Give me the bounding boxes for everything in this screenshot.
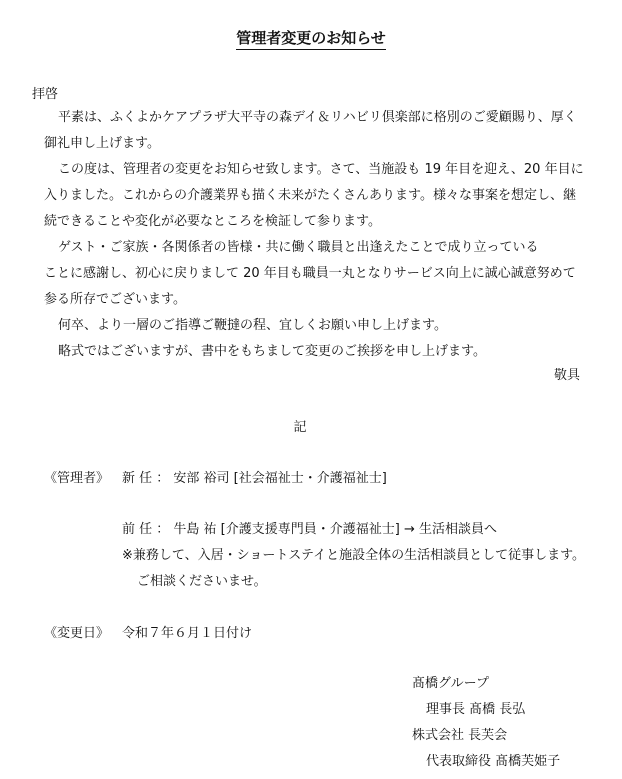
- date-label: 《変更日》: [44, 626, 110, 641]
- manager-label: 《管理者》: [44, 471, 110, 486]
- salutation: 拝啓: [32, 87, 59, 102]
- paragraph-2-line-1: この度は、管理者の変更をお知らせ致します。さて、当施設も 19 年目を迎え、20 年目に: [58, 162, 584, 177]
- paragraph-1-line-1: 平素は、ふくよかケアプラザ大平寺の森デイ＆リハビリ倶楽部に格別のご愛顧賜り、厚く: [58, 110, 577, 125]
- previous-manager-line: 前 任 ： 牛島 祐 [介護支援専門員・介護福祉士] → 生活相談員へ: [122, 522, 497, 537]
- paragraph-3-line-2: ことに感謝し、初心に戻りまして 20 年目も職員一丸となりサービス向上に誠心誠意努めて: [44, 266, 576, 281]
- date-value: 令和７年６月１日付け: [122, 626, 253, 641]
- paragraph-3-line-3: 参る所存でございます。: [44, 292, 186, 307]
- note-line-1: ※兼務して、入居・ショートステイと施設全体の生活相談員として従事します。: [122, 548, 586, 563]
- closing: 敬具: [553, 368, 580, 383]
- signature-chairman: 理事長 髙橋 長弘: [426, 702, 526, 717]
- paragraph-1-line-2: 御礼申し上げます。: [44, 136, 160, 151]
- paragraph-3-line-1: ゲスト・ご家族・各関係者の皆様・共に働く職員と出逢えたことで成り立っている: [58, 240, 539, 255]
- paragraph-4: 何卒、より一層のご指導ご鞭撻の程、宜しくお願い申し上げます。: [58, 318, 447, 333]
- paragraph-5: 略式ではございますが、書中をもちまして変更のご挨拶を申し上げます。: [58, 344, 486, 359]
- paragraph-2-line-2: 入りました。これからの介護業界も描く未来がたくさんあります。様々な事案を想定し、継: [44, 188, 576, 203]
- signature-group: 髙橋グループ: [412, 676, 489, 691]
- paragraph-2-line-3: 続できることや変化が必要なところを検証して参ります。: [44, 214, 381, 229]
- signature-company: 株式会社 長芙会: [412, 728, 508, 743]
- signature-ceo: 代表取締役 髙橋芙姫子: [426, 754, 561, 769]
- note-line-2: ご相談くださいませ。: [137, 574, 267, 589]
- document-title: 管理者変更のお知らせ: [0, 27, 622, 48]
- new-manager-line: 新 任 ： 安部 裕司 [社会福祉士・介護福祉士]: [122, 471, 387, 486]
- ki-marker: 記: [293, 420, 307, 435]
